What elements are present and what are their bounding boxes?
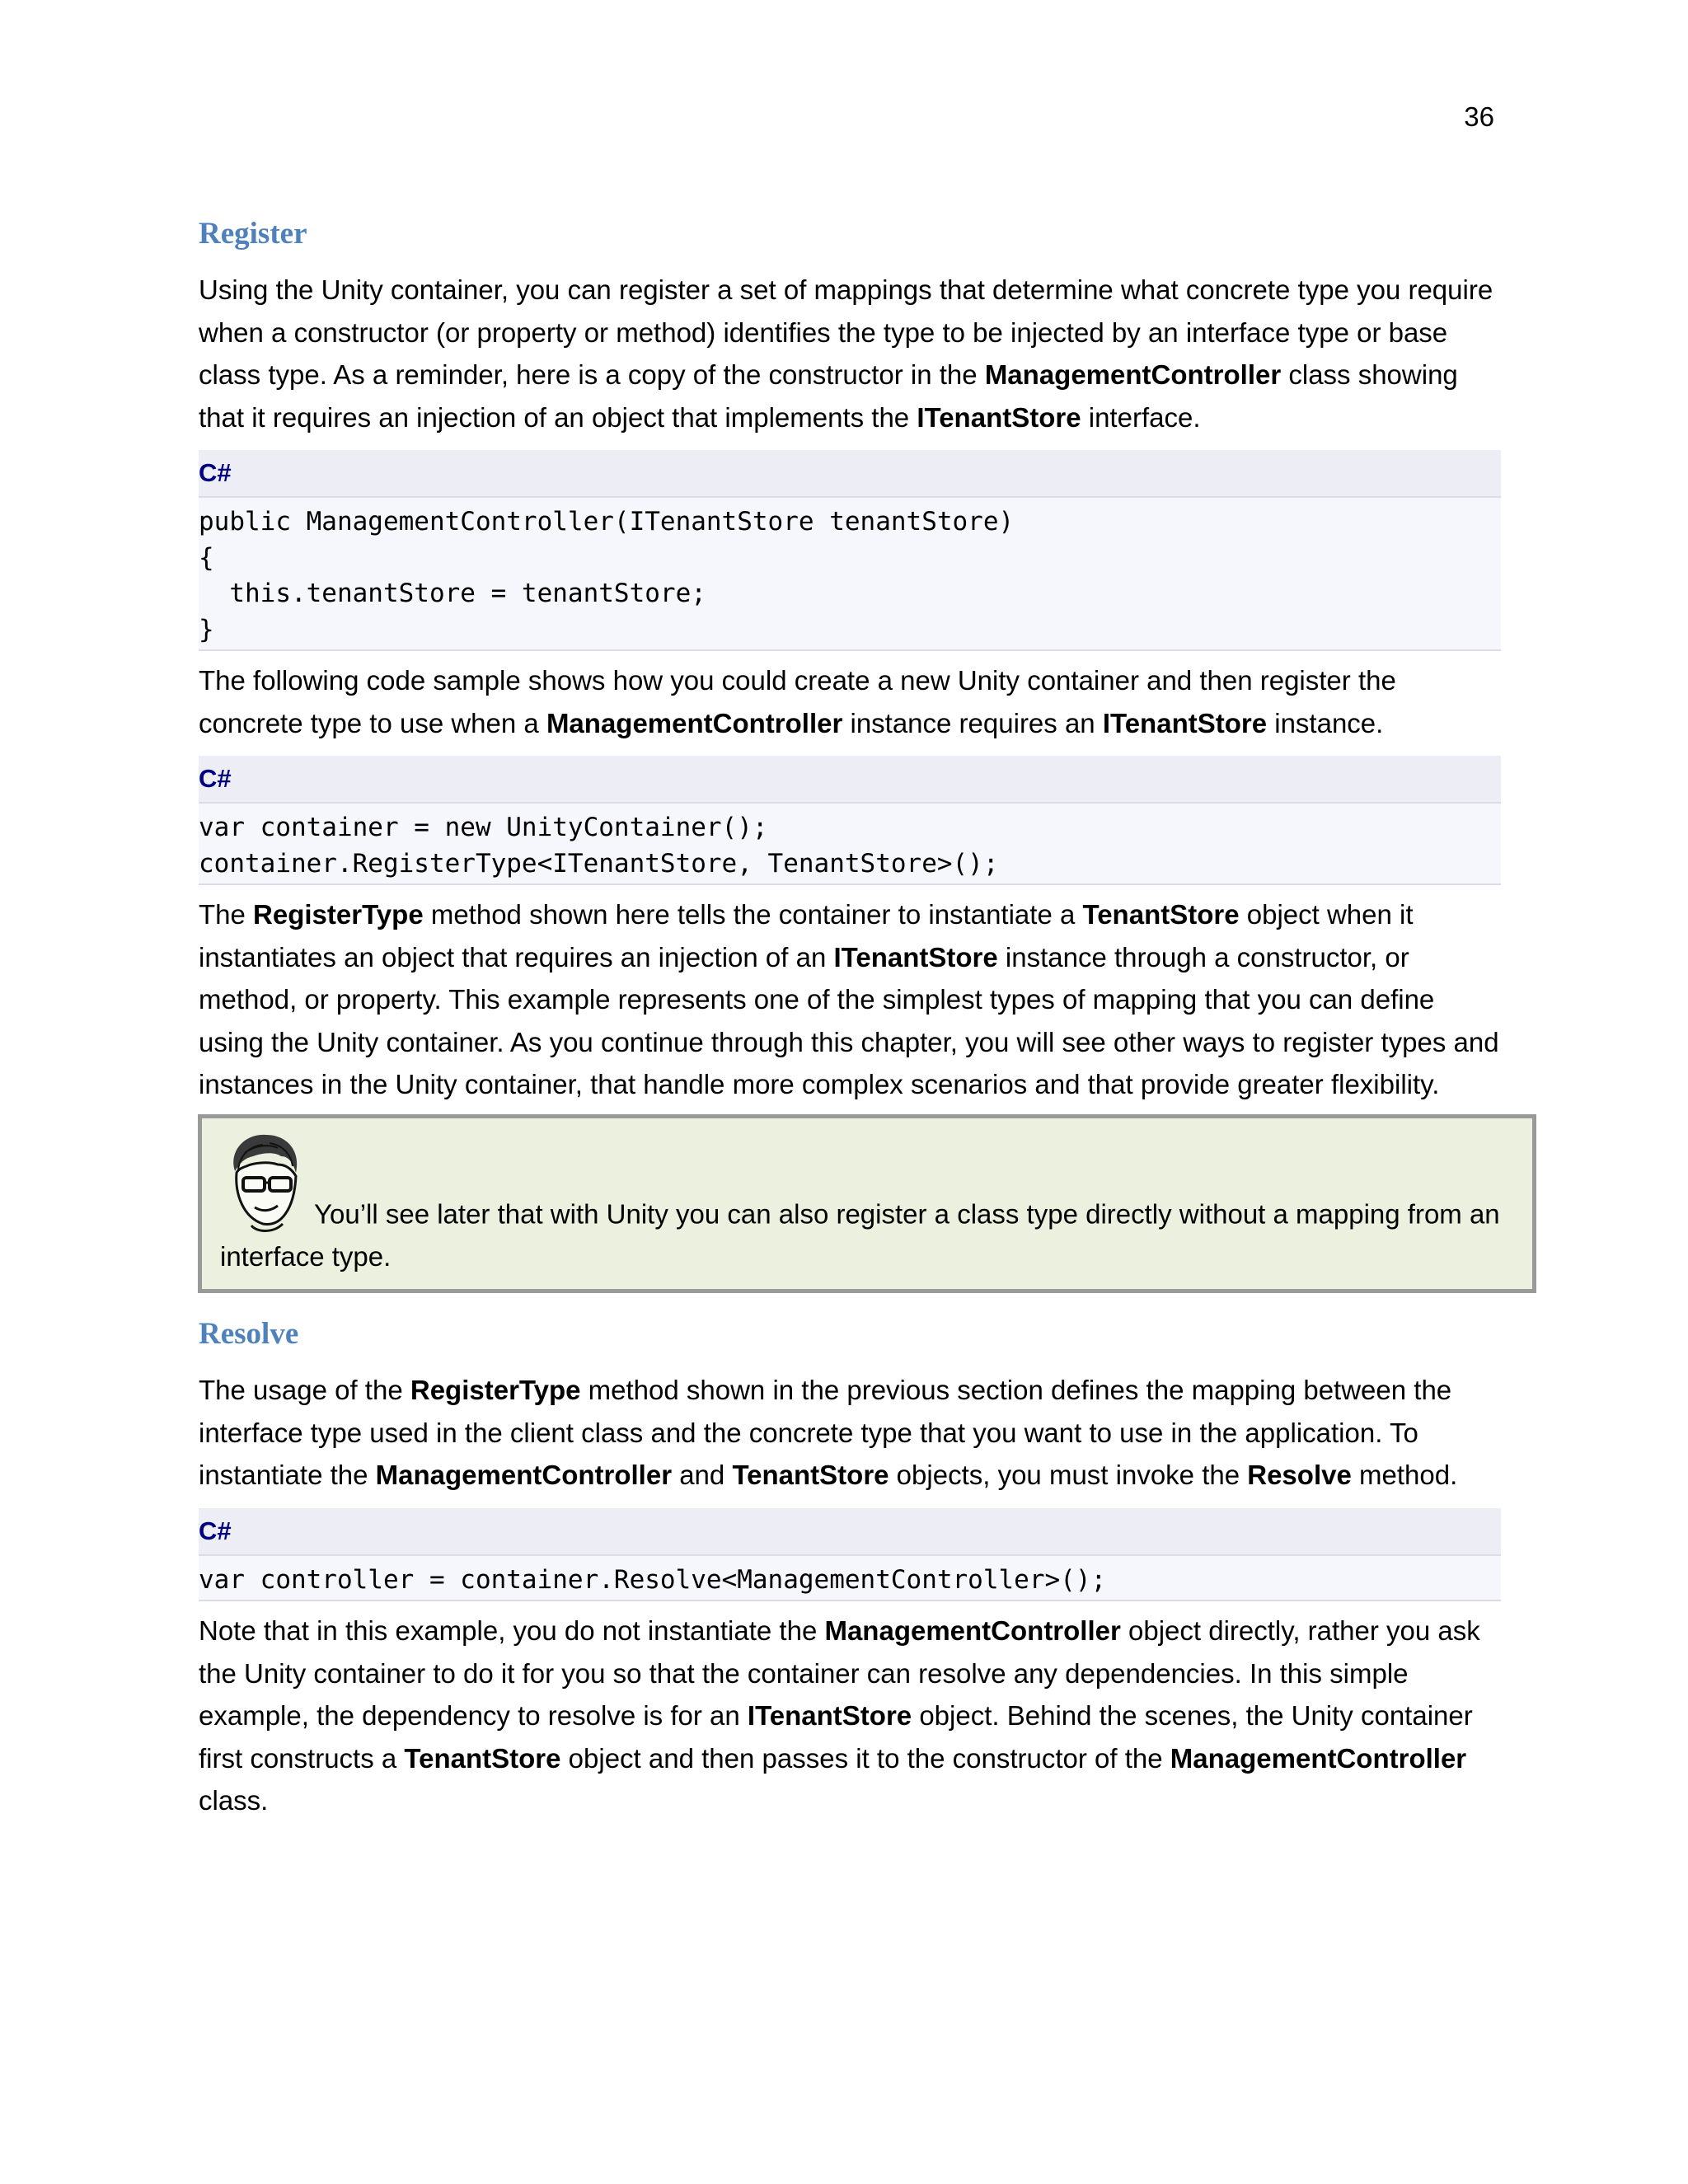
resolve-paragraph-1: The usage of the RegisterType method shown in the previous section defines the mapping between the interface type used in the client class and the concrete type that you want to use in the application. To instantiate the ManagementController and TenantStore objects, you must invoke the Resolve method.: [199, 1375, 1458, 1490]
bold-term: TenantStore: [732, 1460, 889, 1490]
code-line: }: [199, 614, 214, 644]
bold-term: Resolve: [1247, 1460, 1352, 1490]
bold-term: TenantStore: [404, 1742, 561, 1774]
note-callout: [198, 1114, 1536, 1294]
code-line: container.RegisterType<ITenantStore, TenantStore>();: [199, 848, 999, 879]
code-line: this.tenantStore = tenantStore;: [199, 579, 706, 608]
avatar-icon: [220, 1128, 307, 1235]
register-paragraph-2: The following code sample shows how you could create a new Unity container and then register the concrete type to use when a ManagementController instance requires an ITenantStore instance.: [199, 665, 1396, 738]
heading-register: Register: [199, 217, 307, 251]
code-block-register-type: [192, 756, 1501, 885]
bold-term: ITenantStore: [747, 1700, 912, 1731]
bold-term: RegisterType: [410, 1375, 581, 1405]
bold-term: ITenantStore: [917, 401, 1081, 433]
code-language-label: C#: [199, 450, 1501, 498]
code-body: [199, 1556, 1501, 1602]
code-line: {: [199, 542, 214, 573]
code-body: [199, 498, 1501, 651]
register-intro-paragraph: Using the Unity container, you can register a set of mappings that determine what concrete type you require when a constructor (or property or method) identifies the type to be injected by an interface type or base class type. As a reminder, here is a copy of the constructor in the ManagementController class showing that it requires an injection of an object that implements the ITenantStore interface.: [199, 274, 1493, 433]
code-block-resolve: [192, 1508, 1501, 1602]
bold-term: TenantStore: [1082, 899, 1240, 930]
code-line: var container = new UnityContainer();: [199, 813, 768, 842]
bold-term: ManagementController: [984, 359, 1282, 390]
code-line: public ManagementController(ITenantStore tenantStore): [199, 507, 1015, 537]
bold-term: ManagementController: [546, 707, 843, 738]
code-language-label: C#: [199, 1508, 1501, 1556]
page-content: [199, 214, 1501, 1822]
bold-term: ITenantStore: [833, 941, 998, 972]
heading-resolve: Resolve: [199, 1317, 299, 1351]
bold-term: ITenantStore: [1102, 707, 1268, 738]
bold-term: ManagementController: [375, 1460, 673, 1490]
bold-term: RegisterType: [253, 899, 424, 930]
code-block-constructor: [192, 450, 1501, 651]
code-body: [199, 804, 1501, 885]
page-number: 36: [1464, 101, 1494, 132]
code-line: var controller = container.Resolve<ManagementController>();: [199, 1564, 1107, 1595]
note-text: You’ll see later that with Unity you can also register a class type directly without a mapping from an interface type.: [220, 1198, 1500, 1272]
bold-term: ManagementController: [824, 1615, 1121, 1646]
bold-term: ManagementController: [1170, 1742, 1467, 1774]
code-language-label: C#: [199, 756, 1501, 804]
register-paragraph-3: The RegisterType method shown here tells the container to instantiate a TenantStore object when it instantiates an object that requires an injection of an ITenantStore instance through a constructor, or method, or property. This example represents one of the simplest types of mapping that you can define using the Unity container. As you continue through this chapter, you will see other ways to register types and instances in the Unity container, that handle more complex scenarios and that provide greater flexibility.: [199, 899, 1499, 1099]
resolve-paragraph-2: Note that in this example, you do not instantiate the ManagementController object directly, rather you ask the Unity container to do it for you so that the container can resolve any dependencies. In this simple example, the dependency to resolve is for an ITenantStore object. Behind the scenes, the Unity container first constructs a TenantStore object and then passes it to the constructor of the ManagementController class.: [199, 1615, 1480, 1816]
